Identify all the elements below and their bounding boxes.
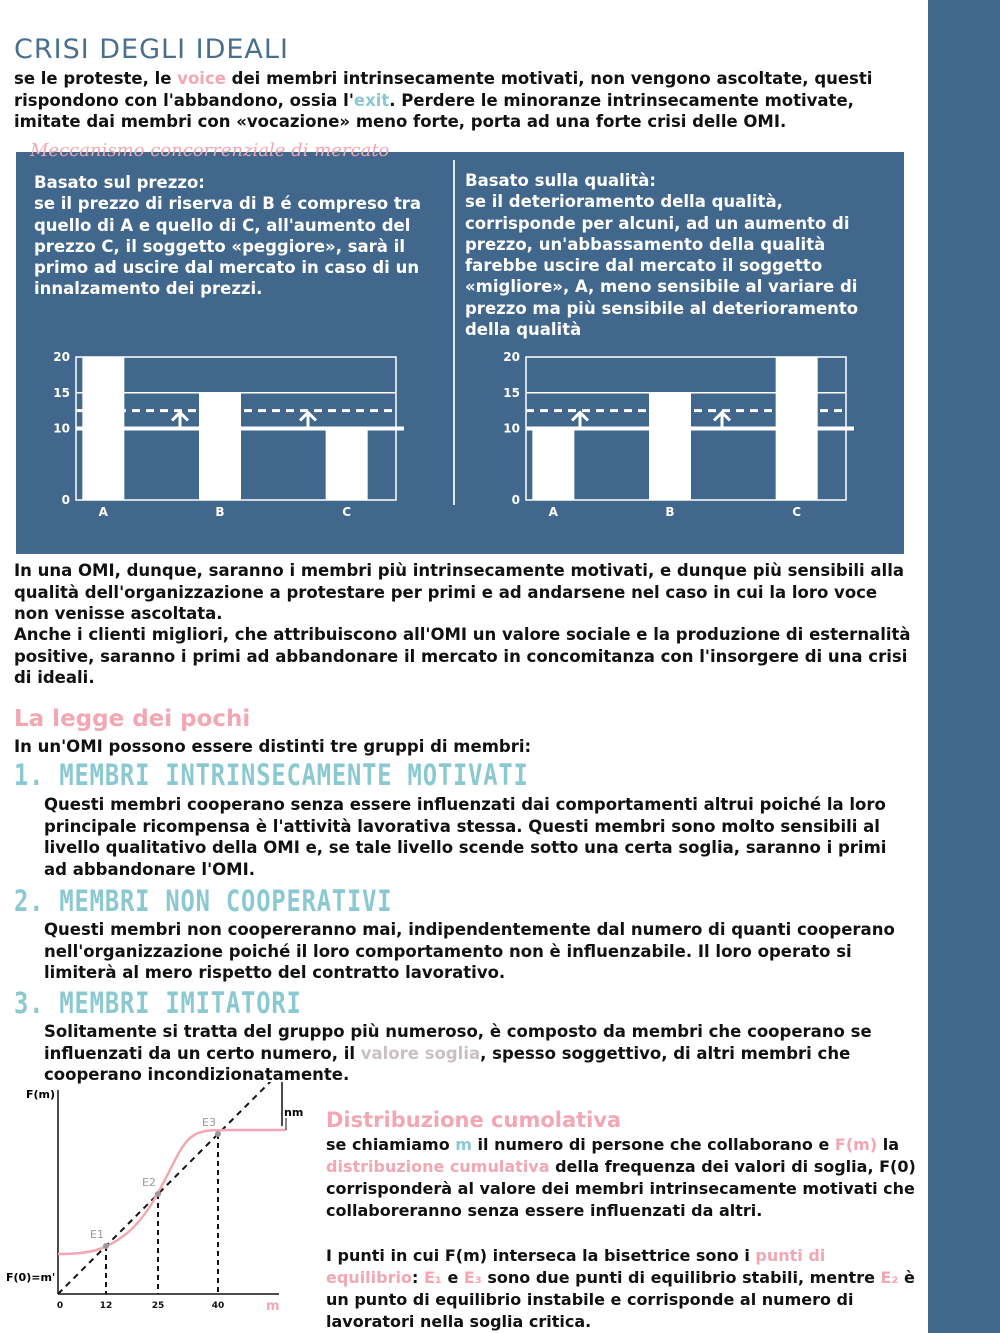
- group-3-text-2: , spesso soggettivo, di altri membri che cooperano incondizionatamente.: [44, 1043, 851, 1084]
- equilibrium-point-E3: [215, 1131, 221, 1137]
- page-title: CRISI DEGLI IDEALI: [14, 34, 289, 66]
- right-sidebar-strip: [928, 0, 1000, 1333]
- y-tick-label-0: 0: [61, 493, 70, 507]
- y0-label: F(0)=m': [6, 1271, 56, 1284]
- y-axis-label: F(m): [26, 1088, 56, 1101]
- up-arrow-icon-0: [172, 413, 188, 427]
- group-3-text: [44, 1021, 914, 1086]
- cumulativa-paragraph-2: [326, 1245, 916, 1333]
- cum-a2: il numero di persone che collaborano e: [471, 1135, 835, 1154]
- y-tick-label-3: 20: [53, 350, 70, 364]
- m-highlight: m: [455, 1135, 472, 1154]
- cum-b2: :: [411, 1268, 424, 1287]
- cum-b1: I punti in cui F(m) interseca la bisettrice sono i: [326, 1246, 756, 1265]
- intro-text-1: se le proteste, le: [14, 69, 178, 88]
- up-arrow-icon-1: [300, 413, 316, 427]
- e2-highlight: E₂: [880, 1268, 899, 1287]
- y-tick-label-2: 15: [503, 385, 520, 400]
- panel-heading: Meccanismo concorrenziale di mercato: [30, 140, 390, 161]
- cumulative-distribution-chart: [4, 1082, 324, 1322]
- group-3-title: 3. MEMBRI IMITATORI: [14, 986, 302, 1020]
- x-tick-label-2: 25: [151, 1301, 165, 1311]
- nm-label: nm: [284, 1106, 304, 1119]
- group-1-title: 1. MEMBRI INTRINSECAMENTE MOTIVATI: [14, 758, 529, 792]
- cum-b5: è un punto di equilibrio instabile e corrisponde al numero di lavoratori nella soglia critica.: [326, 1268, 915, 1331]
- x-tick-label-A: A: [98, 505, 108, 519]
- x-axis-label: m: [266, 1299, 280, 1314]
- exit-highlight: exit: [353, 90, 390, 110]
- y-tick-label-0: 0: [511, 493, 520, 507]
- intro-paragraph: [14, 68, 914, 133]
- group-2-title: 2. MEMBRI NON COOPERATIVI: [14, 884, 393, 918]
- e3-highlight: E₃: [463, 1268, 482, 1287]
- y-tick-label-3: 20: [503, 350, 520, 364]
- clients-paragraph: Anche i clienti migliori, che attribuiscono all'OMI un valore sociale e la produzione di esternalità positive, saranno i primi ad abbandonare il mercato in concomitanza con l'insorgere di una crisi di ideali.: [14, 625, 911, 687]
- bar-B: [199, 393, 241, 500]
- dist-highlight: distribuzione cumulativa: [326, 1157, 550, 1176]
- x-tick-label-B: B: [215, 505, 225, 519]
- equilibrium-point-E1: [103, 1243, 109, 1249]
- group-3-text-1: Solitamente si tratta del gruppo più numeroso, è composto da membri che cooperano se influenzati da un certo numero, il: [44, 1022, 872, 1063]
- intro-text-2: dei membri intrinsecamente motivati, non vengono ascoltate, questi rispondono con l'abbandono, ossia l': [14, 69, 873, 110]
- x-tick-label-0: 0: [56, 1301, 64, 1311]
- e1-highlight: E₁: [423, 1268, 442, 1287]
- x-tick-label-3: 40: [211, 1301, 225, 1311]
- valore-soglia-highlight: valore soglia: [360, 1043, 481, 1063]
- point-label-E1: E1: [90, 1228, 104, 1241]
- legge-intro: In un'OMI possono essere distinti tre gruppi di membri:: [14, 737, 532, 756]
- price-bar-chart: [40, 345, 410, 530]
- bar-A: [532, 429, 574, 501]
- up-arrow-icon-1: [714, 413, 730, 427]
- point-label-E3: E3: [202, 1116, 216, 1129]
- group-1-text: Questi membri cooperano senza essere influenzati dai comportamenti altrui poiché la loro principale ricompensa è l'attività lavorativa stessa. Questi membri sono molto sensibili al livello qualitativo della OMI e, se tale livello scende sotto una certa soglia, saranno i primi ad abbandonare l'OMI.: [44, 795, 887, 879]
- y-tick-label-1: 10: [53, 421, 70, 436]
- bar-B: [649, 393, 691, 500]
- voice-highlight: voice: [177, 69, 226, 88]
- x-tick-label-C: C: [792, 505, 802, 519]
- bisector-line: [58, 1082, 278, 1294]
- omi-paragraph: In una OMI, dunque, saranno i membri più intrinsecamente motivati, e dunque più sensibili alla qualità dell'organizzazione a protestare per primi e ad andarsene nel caso in cui la loro voce non venisse ascoltata.: [14, 561, 905, 623]
- bar-C: [326, 429, 368, 501]
- y-tick-label-1: 10: [503, 421, 520, 436]
- cumulativa-paragraph-1: [326, 1134, 916, 1222]
- equilibrium-point-E2: [155, 1191, 161, 1197]
- price-based-text: Basato sul prezzo: se il prezzo di riserva di B é compreso tra quello di A e quello di C, all'aumento del prezzo C, il soggetto «peggiore», sarà il primo ad uscire dal mercato in caso di un innalzamento dei prezzi.: [34, 173, 422, 299]
- y-tick-label-2: 15: [53, 385, 70, 400]
- intro-text-3: . Perdere le minoranze intrinsecamente motivate, imitate dai membri con «vocazione» meno forte, porta ad una forte crisi delle OMI.: [14, 90, 854, 131]
- quality-based-text: Basato sulla qualità: se il deterioramento della qualità, corrisponde per alcuni, ad un aumento di prezzo, un'abbassamento della qualità farebbe uscire dal mercato il soggetto «migliore», A, meno sensibile al variare di prezzo ma più sensibile al deterioramento della qualità: [465, 171, 859, 340]
- group-2-text: Questi membri non coopereranno mai, indipendentemente dal numero di quanti cooperano nell'organizzazione poiché il loro comportamento non è influenzabile. Il loro operato si limiterà al mero rispetto del contratto lavorativo.: [44, 920, 895, 982]
- x-tick-label-1: 12: [99, 1301, 113, 1311]
- up-arrow-icon-0: [572, 413, 588, 427]
- cum-b3: e: [441, 1268, 464, 1287]
- cumulativa-title: Distribuzione cumolativa: [326, 1108, 622, 1132]
- cum-a3: la: [877, 1135, 900, 1154]
- fm-highlight: F(m): [834, 1135, 878, 1154]
- cum-a1: se chiamiamo: [326, 1135, 456, 1154]
- cum-b4: sono due punti di equilibrio stabili, mentre: [481, 1268, 881, 1287]
- panel-divider: [453, 160, 455, 505]
- x-tick-label-C: C: [342, 505, 352, 519]
- punti-equilibrio-highlight: punti di equilibrio: [326, 1246, 826, 1287]
- legge-title: La legge dei pochi: [14, 706, 251, 732]
- cum-a4: della frequenza dei valori di soglia, F(0) corrisponderà al valore dei membri intrinsecamente motivati che collaboreranno senza essere influenzati da altri.: [326, 1157, 916, 1220]
- point-label-E2: E2: [142, 1176, 156, 1189]
- quality-bar-chart: [490, 345, 860, 530]
- x-tick-label-A: A: [548, 505, 558, 519]
- x-tick-label-B: B: [665, 505, 675, 519]
